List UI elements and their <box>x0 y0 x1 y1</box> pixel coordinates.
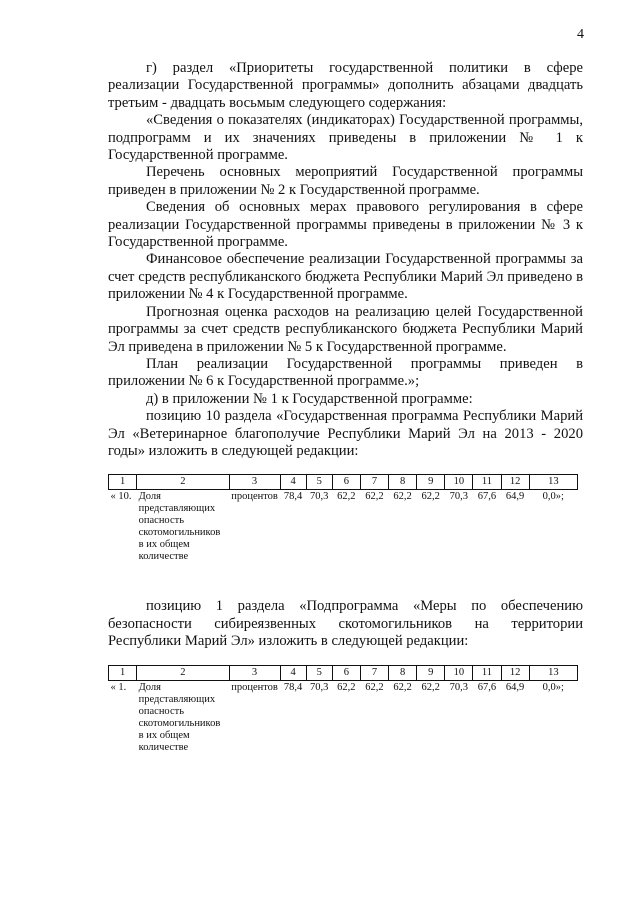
table-header-cell: 6 <box>332 665 360 680</box>
table-header-cell: 11 <box>473 475 501 490</box>
table-cell-indicator: Доля представляющих опасность скотомогильников в их общем количестве <box>138 681 221 753</box>
table-header-cell: 4 <box>280 665 306 680</box>
table-header-cell: 1 <box>109 475 137 490</box>
table-header-cell: 5 <box>306 665 332 680</box>
table-cell-value: 0,0»; <box>542 681 564 693</box>
table-header-cell: 6 <box>332 475 360 490</box>
table-cell-value: 0,0»; <box>542 491 564 503</box>
table-row <box>109 490 578 565</box>
paragraph-indicators: «Сведения о показателях (индикаторах) Государственной программы, подпрограмм и их значениях приведены в приложении № 1 к Государственной программе. <box>108 112 583 164</box>
paragraph-regulation: Сведения об основных мерах правового регулирования в сфере реализации Государственной программы приведены в приложении № 3 к Государственной программе. <box>108 199 583 251</box>
table-cell-value: 78,4 <box>283 491 303 503</box>
table-header-row <box>109 665 578 680</box>
indicator-table-1 <box>108 474 578 564</box>
table-header-cell: 1 <box>109 665 137 680</box>
paragraph-position-10: позицию 10 раздела «Государственная программа Республики Марий Эл «Ветеринарное благополучие Республики Марий Эл на 2013 - 2020 годы» изложить в следующей редакции: <box>108 408 583 459</box>
paragraph-forecast: Прогнозная оценка расходов на реализацию целей Государственной программы за счет средств республиканского бюджета Республики Марий Эл приведена в приложении № 5 к Государственной программе. <box>108 303 583 355</box>
table-cell-number: « 1. <box>110 681 127 693</box>
indicator-table-2 <box>108 665 578 755</box>
table-header-cell: 12 <box>501 665 529 680</box>
table-header-cell: 13 <box>529 475 577 490</box>
table-cell-value: 62,2 <box>421 491 440 503</box>
table-header-cell: 5 <box>306 475 332 490</box>
table-cell-value: 67,6 <box>477 681 497 693</box>
table-row <box>109 680 578 755</box>
table-cell-value: 62,2 <box>337 491 356 503</box>
table-header-row <box>109 475 578 490</box>
table-header-cell: 8 <box>389 665 417 680</box>
table-cell-value: 70,3 <box>449 681 469 693</box>
table-header-cell: 2 <box>137 665 229 680</box>
table-cell-value: 62,2 <box>393 681 412 693</box>
table-header-cell: 3 <box>229 665 280 680</box>
table-cell-value: 62,2 <box>365 681 384 693</box>
table-cell-value: 62,2 <box>365 491 384 503</box>
table-cell-value: 67,6 <box>477 491 497 503</box>
table-header-cell: 9 <box>417 475 445 490</box>
page-number: 4 <box>577 27 584 42</box>
table-header-cell: 9 <box>417 665 445 680</box>
paragraph-item-g: г) раздел «Приоритеты государственной политики в сфере реализации Государственной программы» дополнить абзацами двадцать третьим - двадцать восьмым следующего содержания: <box>108 60 583 111</box>
table-cell-value: 62,2 <box>337 681 356 693</box>
paragraph-financing: Финансовое обеспечение реализации Государственной программы за счет средств республиканского бюджета Республики Марий Эл приведено в приложении № 4 к Государственной программе. <box>108 251 583 303</box>
table-header-cell: 10 <box>445 665 473 680</box>
paragraph-position-1: позицию 1 раздела «Подпрограмма «Меры по обеспечению безопасности сибиреязвенных скотомогильников на территории Республики Марий Эл» изложить в следующей редакции: <box>108 598 583 650</box>
table-cell-unit: процентов <box>231 681 278 693</box>
table-header-cell: 10 <box>445 475 473 490</box>
table-header-cell: 7 <box>360 475 388 490</box>
paragraph-item-d: д) в приложении № 1 к Государственной программе: <box>146 390 473 407</box>
table-cell-value: 64,9 <box>505 681 525 693</box>
table-header-cell: 4 <box>280 475 306 490</box>
table-header-cell: 8 <box>389 475 417 490</box>
table-cell-value: 78,4 <box>283 681 303 693</box>
document-body <box>108 60 583 755</box>
table-header-cell: 2 <box>137 475 229 490</box>
table-cell-value: 70,3 <box>449 491 469 503</box>
table-header-cell: 13 <box>529 665 577 680</box>
table-cell-value: 64,9 <box>505 491 525 503</box>
table-header-cell: 11 <box>473 665 501 680</box>
table-cell-number: « 10. <box>110 491 132 503</box>
paragraph-plan: План реализации Государственной программы приведен в приложении № 6 к Государственной программе.»; <box>108 355 583 390</box>
table-header-cell: 3 <box>229 475 280 490</box>
table-cell-indicator: Доля представляющих опасность скотомогильников в их общем количестве <box>138 491 221 563</box>
paragraph-events: Перечень основных мероприятий Государственной программы приведен в приложении № 2 к Государственной программе. <box>108 164 583 198</box>
table-cell-unit: процентов <box>231 491 278 503</box>
table-cell-value: 62,2 <box>393 491 412 503</box>
table-cell-value: 70,3 <box>310 681 329 693</box>
table-cell-value: 70,3 <box>310 491 329 503</box>
table-header-cell: 12 <box>501 475 529 490</box>
table-cell-value: 62,2 <box>421 681 440 693</box>
table-header-cell: 7 <box>360 665 388 680</box>
